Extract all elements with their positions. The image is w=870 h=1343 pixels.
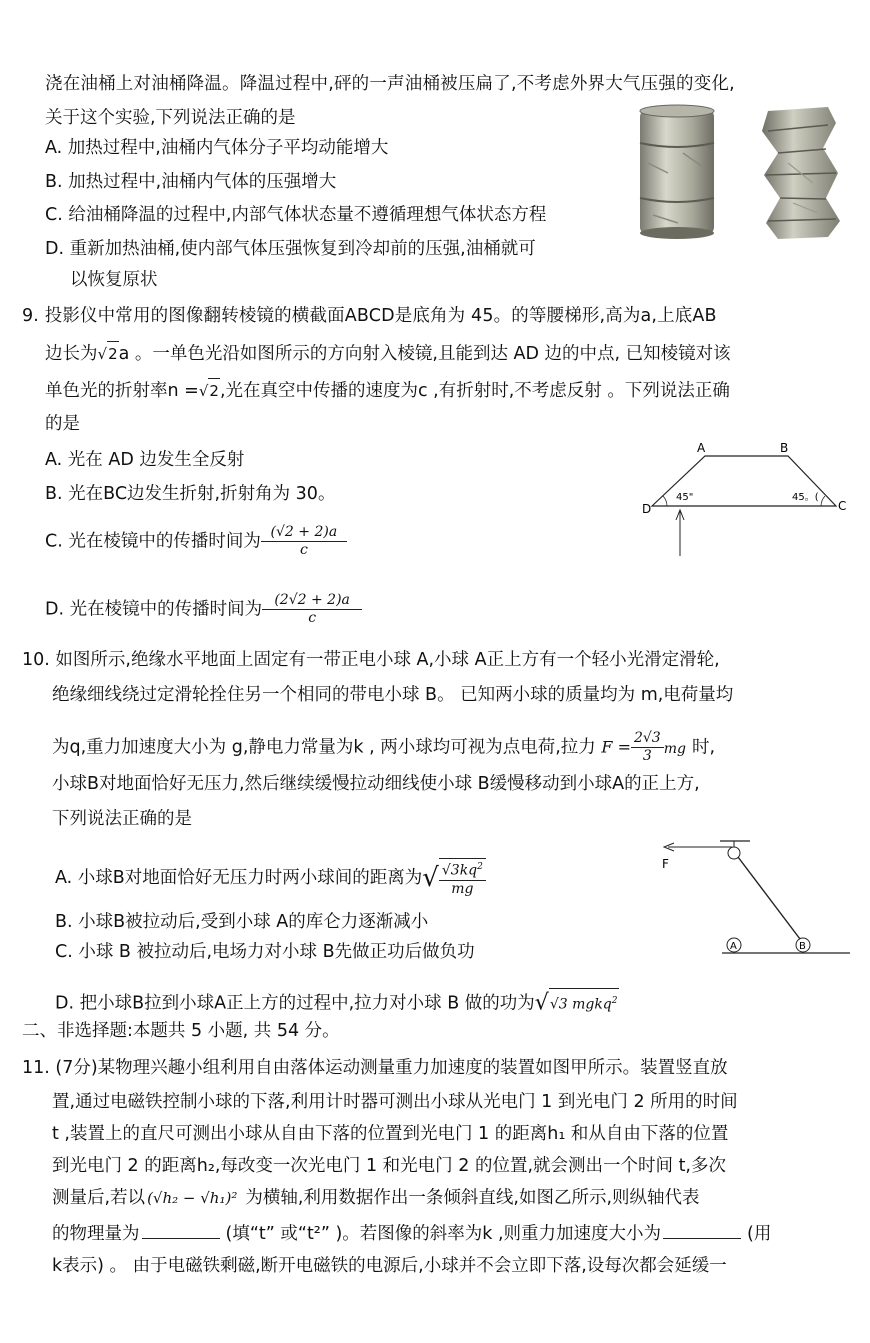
ball-b-label: B bbox=[799, 941, 806, 952]
q9-line3 bbox=[45, 378, 730, 403]
q10-option-a bbox=[55, 858, 486, 898]
q9-option-d bbox=[45, 592, 362, 627]
q8-option-d: D. 重新加热油桶,使内部气体压强恢复到冷却前的压强,油桶就可 bbox=[45, 239, 536, 259]
sqrt-radicand: 2 bbox=[208, 378, 220, 403]
q11-line3: t ,装置上的直尺可测出小球从自由下落的位置到光电门 1 的距离h₁ 和从自由下落的位置 bbox=[52, 1124, 729, 1144]
vertex-label-a: A bbox=[697, 441, 706, 455]
q11-line6 bbox=[52, 1220, 771, 1246]
force-label: F bbox=[662, 857, 669, 871]
work-expression-text: √3 mgkq bbox=[549, 996, 612, 1013]
q10-line4: 小球B对地面恰好无压力,然后继续缓慢拉动细线使小球 B缓慢移动到小球A的正上方, bbox=[52, 774, 700, 794]
q9-option-c bbox=[45, 524, 347, 559]
q11-line2: 置,通过电磁铁控制小球的下落,利用计时器可测出小球从光电门 1 到光电门 2 所用的时间 bbox=[52, 1092, 738, 1112]
distance-fraction bbox=[439, 858, 486, 898]
q9-option-a: A. 光在 AD 边发生全反射 bbox=[45, 450, 245, 470]
mg-symbol: mg bbox=[663, 740, 686, 757]
sqrt-symbol: √ bbox=[97, 345, 108, 363]
q8-option-a: A. 加热过程中,油桶内气体分子平均动能增大 bbox=[45, 138, 389, 158]
q9-line3-prefix: 单色光的折射率n = bbox=[45, 381, 199, 401]
q8-stem-line2: 关于这个实验,下列说法正确的是 bbox=[45, 108, 296, 128]
prism-diagram bbox=[630, 438, 855, 563]
fraction-numerator: 2√3 bbox=[631, 730, 664, 748]
fraction-denominator: c bbox=[308, 610, 317, 626]
q10-line3-suffix: 时, bbox=[691, 737, 716, 758]
q10-option-c: C. 小球 B 被拉动后,电场力对小球 B先做正功后做负功 bbox=[55, 942, 475, 962]
q10-option-d bbox=[55, 988, 619, 1017]
q10-line3 bbox=[52, 730, 715, 765]
exponent: 2 bbox=[477, 862, 483, 872]
ball-rope bbox=[738, 857, 800, 939]
force-symbol: F = bbox=[601, 737, 631, 757]
angle-arc-d bbox=[663, 496, 667, 506]
q11-line1: 11. (7分)某物理兴趣小组利用自由落体运动测量重力加速度的装置如图甲所示。装置竖直放 bbox=[22, 1058, 728, 1078]
fraction-numerator: (2√2 + 2)a bbox=[262, 592, 362, 610]
sqrt-symbol: √ bbox=[534, 990, 549, 1016]
q10-option-d-text: D. 把小球B拉到小球A正上方的过程中,拉力对小球 B 做的功为 bbox=[55, 993, 535, 1014]
axis-expression: (√h₂ − √h₁)² bbox=[147, 1189, 238, 1207]
q8-option-b: B. 加热过程中,油桶内气体的压强增大 bbox=[45, 172, 337, 192]
fraction-denominator: mg bbox=[451, 880, 474, 897]
q11-line5 bbox=[52, 1186, 700, 1210]
sqrt-symbol: √ bbox=[422, 862, 439, 893]
q11-line5-suffix: 为横轴,利用数据作出一条倾斜直线,如图乙所示,则纵轴代表 bbox=[245, 1188, 700, 1208]
q9-line4: 的是 bbox=[45, 414, 80, 434]
q9-option-b: B. 光在BC边发生折射,折射角为 30。 bbox=[45, 484, 336, 504]
q9-option-c-fraction bbox=[261, 524, 347, 559]
crushed-drum-image bbox=[762, 107, 840, 239]
q11-line4: 到光电门 2 的距离h₂,每改变一次光电门 1 和光电门 2 的位置,就会测出一个时间 t,多次 bbox=[52, 1156, 726, 1176]
intact-drum-image bbox=[640, 105, 714, 239]
q9-line1: 9. 投影仪中常用的图像翻转棱镜的横截面ABCD是底角为 45。的等腰梯形,高为a,上底AB bbox=[22, 306, 717, 326]
q9-option-c-text: C. 光在棱镜中的传播时间为 bbox=[45, 531, 261, 552]
force-fraction bbox=[631, 730, 664, 765]
vertex-label-d: D bbox=[642, 502, 652, 516]
q9-line2 bbox=[45, 341, 731, 366]
fraction-denominator: c bbox=[299, 542, 308, 558]
q10-option-b: B. 小球B被拉动后,受到小球 A的库仑力逐渐减小 bbox=[55, 912, 429, 932]
vertex-label-b: B bbox=[780, 441, 789, 455]
q9-line2-suffix: a 。一单色光沿如图所示的方向射入棱镜,且能到达 AD 边的中点, 已知棱镜对该 bbox=[118, 344, 731, 364]
q8-stem-line1: 浇在油桶上对油桶降温。降温过程中,砰的一声油桶被压扁了,不考虑外界大气压强的变化, bbox=[45, 74, 735, 94]
sqrt-radicand: 2 bbox=[107, 341, 119, 366]
fraction-denominator: 3 bbox=[642, 748, 652, 764]
exponent: 2 bbox=[611, 996, 618, 1006]
q9-line2-prefix: 边长为 bbox=[45, 344, 98, 364]
section-heading: 二、非选择题:本题共 5 小题, 共 54 分。 bbox=[22, 1021, 340, 1041]
q11-line7: k表示) 。 由于电磁铁剩磁,断开电磁铁的电源后,小球并不会立即下落,设每次都会延缓一 bbox=[52, 1256, 727, 1276]
q9-option-d-fraction bbox=[262, 592, 362, 627]
q8-option-d-cont: 以恢复原状 bbox=[70, 270, 158, 290]
q11-line6-suffix: (用 bbox=[747, 1224, 772, 1244]
ball-a-label: A bbox=[730, 941, 737, 952]
fraction-numerator bbox=[439, 859, 486, 881]
q10-line2: 绝缘细线绕过定滑轮拴住另一个相同的带电小球 B。 已知两小球的质量均为 m,电荷量均 bbox=[52, 685, 734, 705]
q9-option-d-text: D. 光在棱镜中的传播时间为 bbox=[45, 599, 263, 620]
q11-line6-mid: (填“t” 或“t²” )。若图像的斜率为k ,则重力加速度大小为 bbox=[225, 1224, 662, 1244]
numerator-text: √3kq bbox=[441, 862, 478, 879]
q10-line3-prefix: 为q,重力加速度大小为 g,静电力常量为k , 两小球均可视为点电荷,拉力 bbox=[52, 737, 596, 758]
q10-line5: 下列说法正确的是 bbox=[52, 809, 192, 829]
q8-option-c: C. 给油桶降温的过程中,内部气体状态量不遵循理想气体状态方程 bbox=[45, 205, 547, 225]
q10-line1: 10. 如图所示,绝缘水平地面上固定有一带正电小球 A,小球 A正上方有一个轻小光滑定滑轮, bbox=[22, 650, 720, 670]
vertex-label-c: C bbox=[838, 499, 847, 513]
q10-option-a-text: A. 小球B对地面恰好无压力时两小球间的距离为 bbox=[55, 867, 423, 888]
pulley-diagram bbox=[650, 833, 850, 963]
oil-drum-photo bbox=[628, 103, 853, 243]
q11-line5-prefix: 测量后,若以 bbox=[52, 1188, 146, 1208]
angle-arc-c bbox=[821, 496, 825, 506]
answer-blank-1[interactable] bbox=[142, 1220, 220, 1239]
work-expression bbox=[549, 988, 619, 1017]
fraction-numerator: (√2 + 2)a bbox=[261, 524, 347, 542]
answer-blank-2[interactable] bbox=[663, 1220, 741, 1239]
q11-line6-prefix: 的物理量为 bbox=[52, 1224, 140, 1244]
angle-label-c: 45。( bbox=[792, 492, 819, 503]
sqrt-symbol: √ bbox=[198, 382, 209, 400]
q9-line3-suffix: ,光在真空中传播的速度为c ,有折射时,不考虑反射 。下列说法正确 bbox=[219, 381, 730, 401]
angle-label-d: 45" bbox=[676, 492, 694, 503]
